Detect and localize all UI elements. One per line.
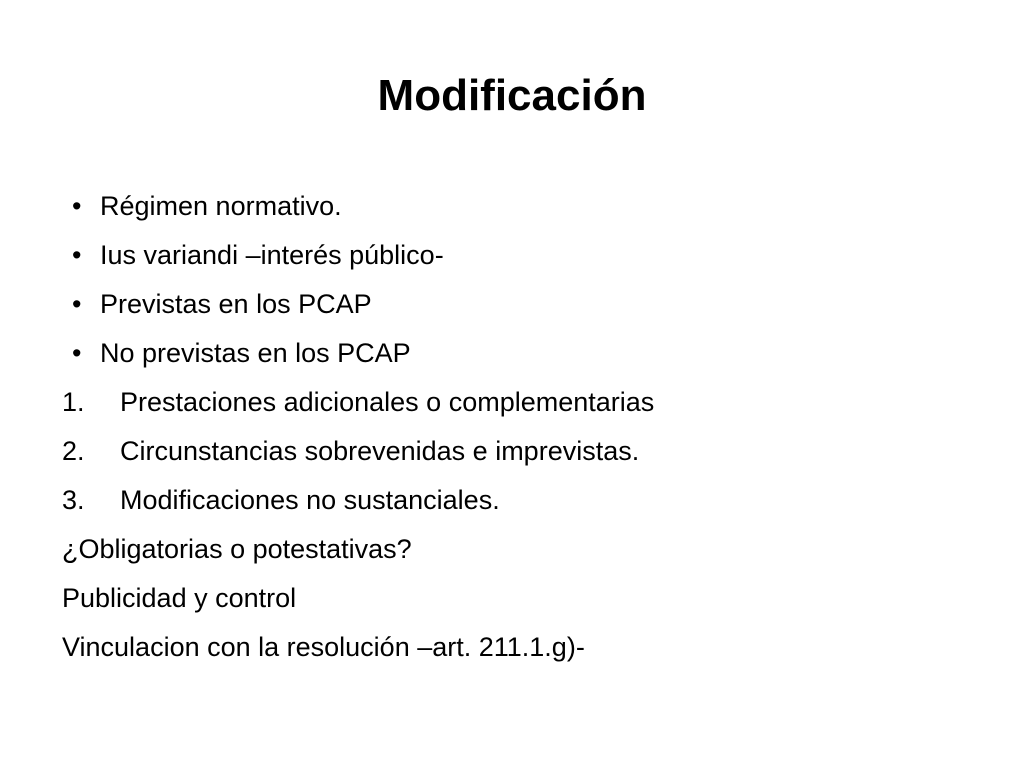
- list-item-text: Ius variandi –interés público-: [100, 240, 444, 270]
- list-item-text: No previstas en los PCAP: [100, 338, 411, 368]
- list-item: [62, 182, 962, 231]
- text-line-content: Publicidad y control: [62, 583, 297, 613]
- numbered-item: [62, 427, 962, 476]
- text-line-content: ¿Obligatorias o potestativas?: [62, 534, 412, 564]
- slide-body: [62, 182, 962, 672]
- bullet-marker: •: [72, 240, 82, 270]
- text-line-content: Vinculacion con la resolución –art. 211.1.g)-: [62, 632, 585, 662]
- number-marker: 3.: [62, 485, 85, 515]
- list-item: [62, 280, 962, 329]
- numbered-item-text: Prestaciones adicionales o complementarias: [120, 387, 655, 417]
- text-line: [62, 525, 962, 574]
- text-line: [62, 623, 962, 672]
- list-item: [62, 231, 962, 280]
- bullet-marker: •: [72, 338, 82, 368]
- list-item: [62, 329, 962, 378]
- bullet-marker: •: [72, 191, 82, 221]
- text-line: [62, 574, 962, 623]
- number-marker: 2.: [62, 436, 85, 466]
- bullet-marker: •: [72, 289, 82, 319]
- numbered-item-text: Modificaciones no sustanciales.: [120, 485, 500, 515]
- numbered-item: [62, 378, 962, 427]
- numbered-item: [62, 476, 962, 525]
- numbered-item-text: Circunstancias sobrevenidas e imprevistas.: [120, 436, 640, 466]
- list-item-text: Previstas en los PCAP: [100, 289, 372, 319]
- list-item-text: Régimen normativo.: [100, 191, 342, 221]
- slide-title: Modificación: [377, 71, 647, 120]
- number-marker: 1.: [62, 387, 85, 417]
